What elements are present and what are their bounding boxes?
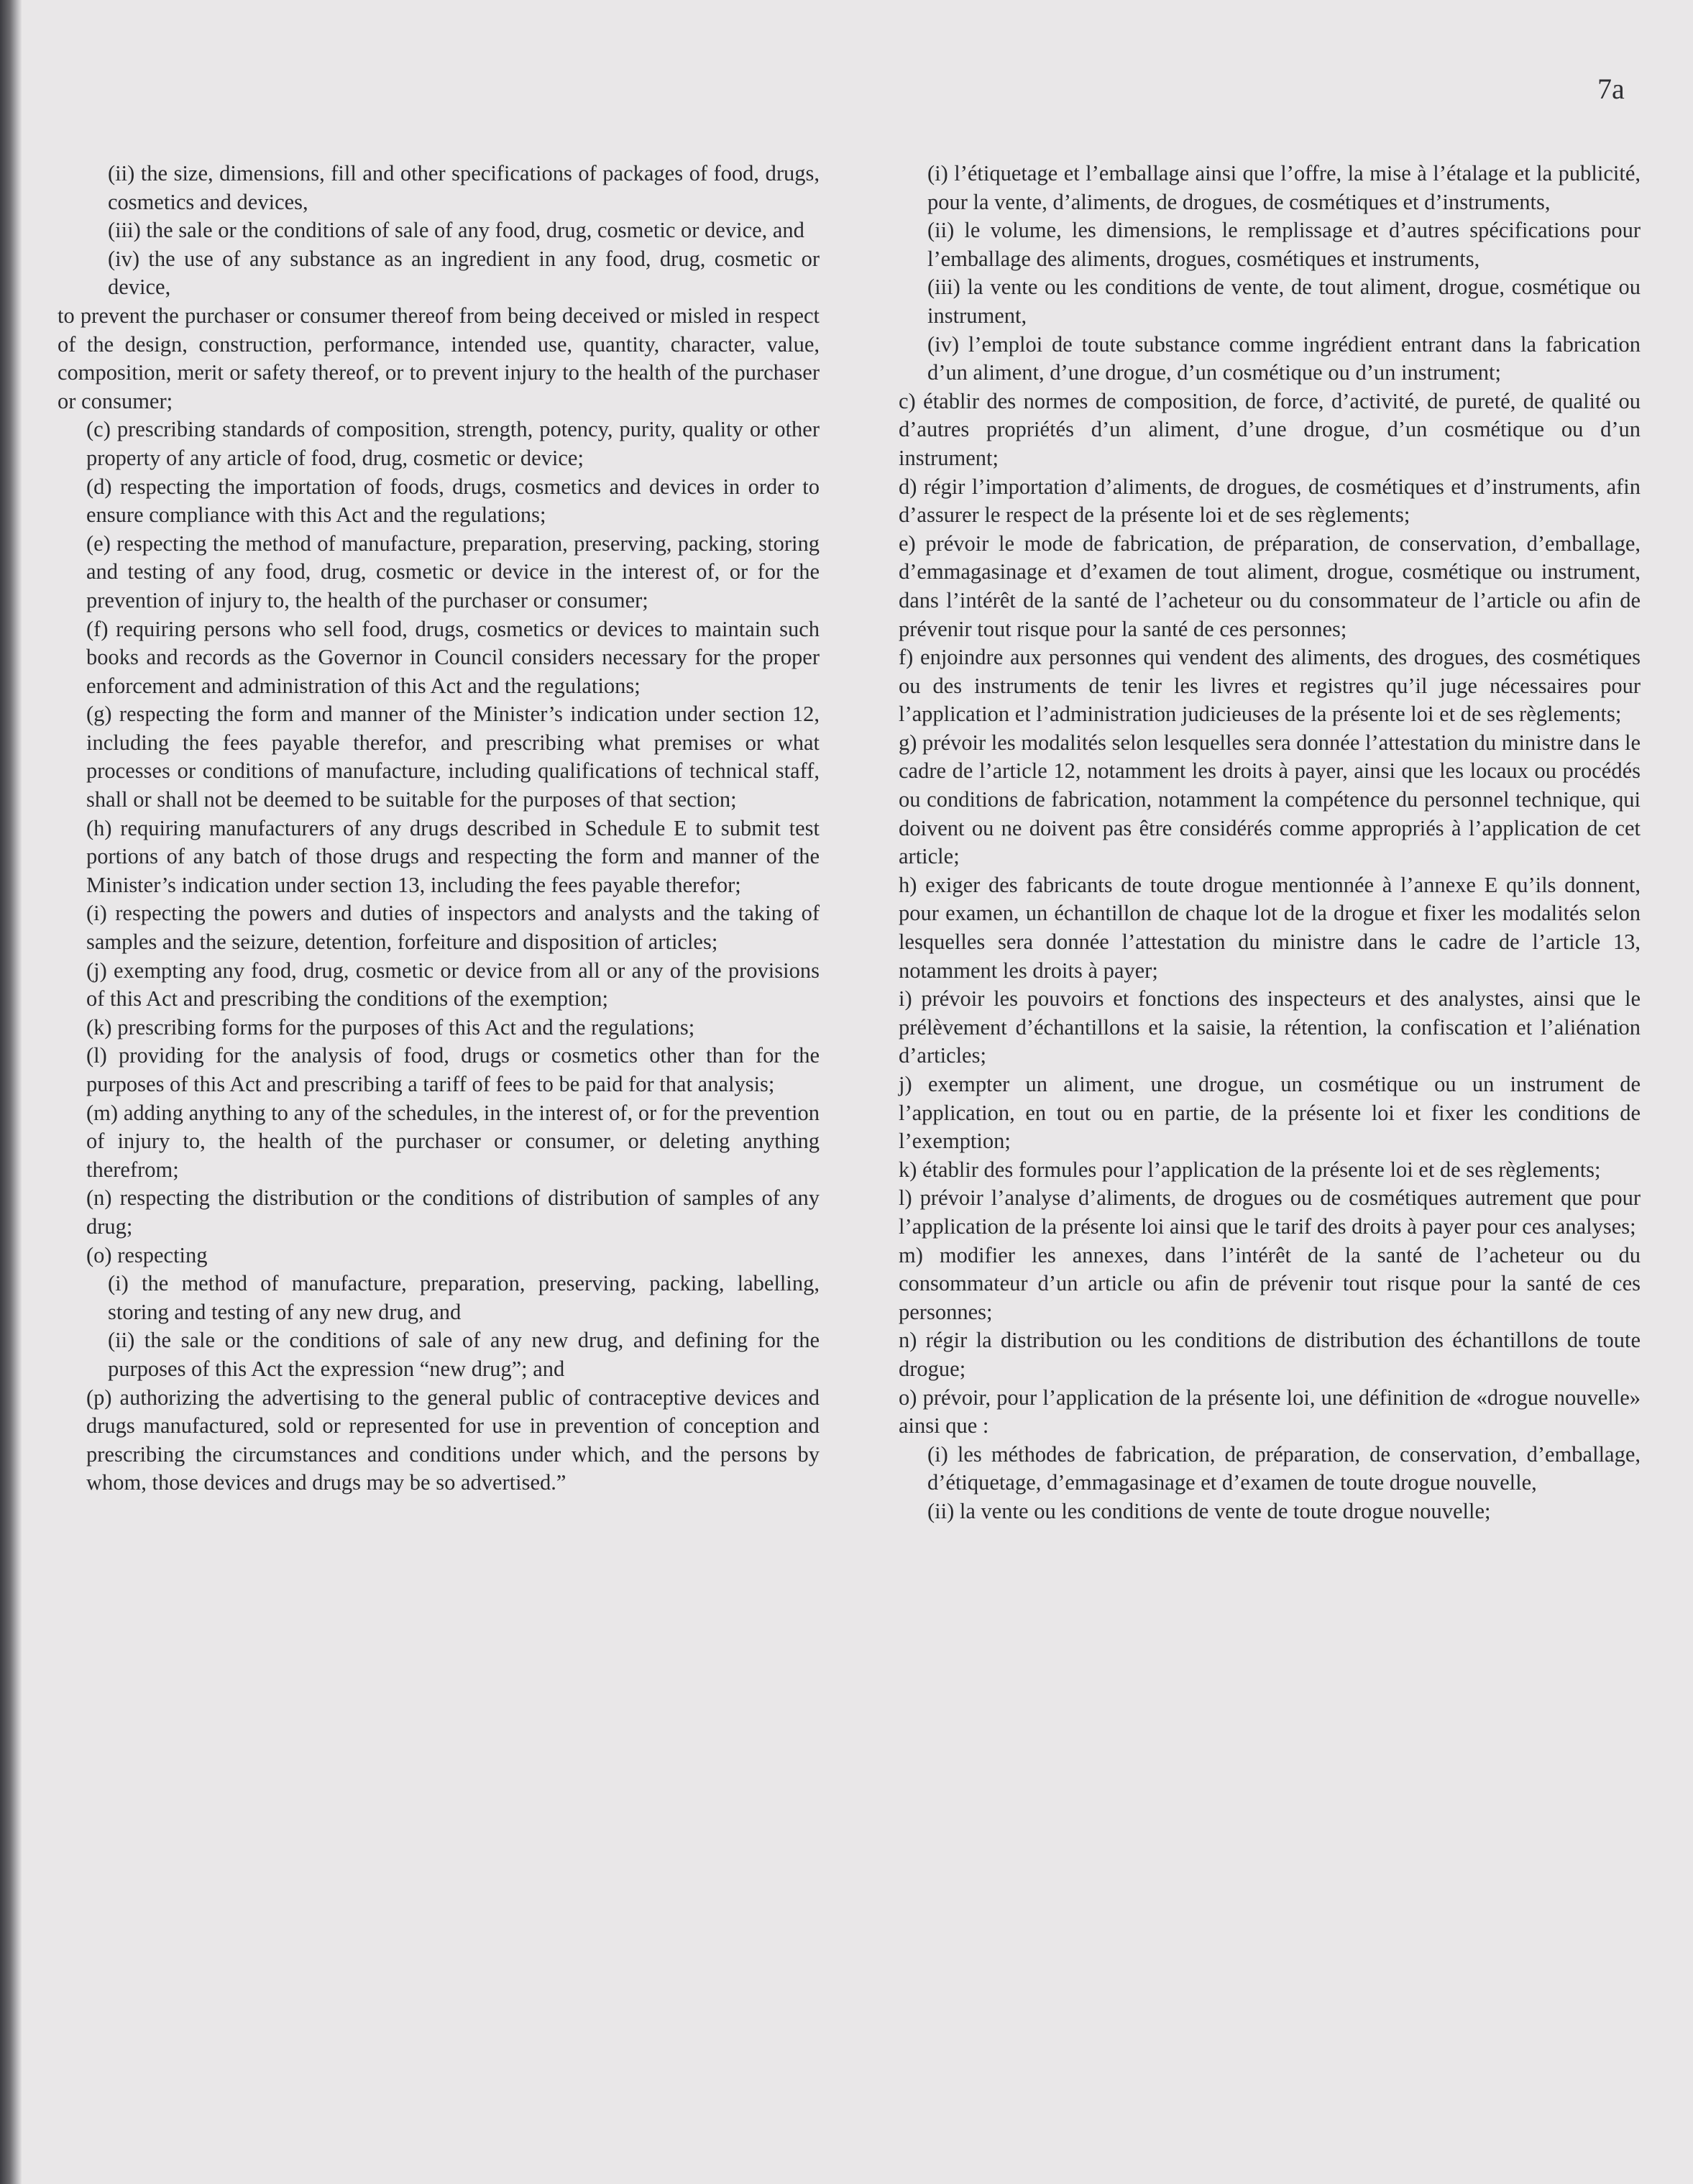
- english-paragraph: (iii) the sale or the conditions of sale of any food, drug, cosmetic or device, and: [108, 218, 804, 243]
- french-paragraph: d) régir l’importation d’aliments, de drogues, de cosmétiques et d’instruments, afin d’assurer le respect de la présente loi et de ses règlements;: [899, 474, 1641, 528]
- french-paragraph: m) modifier les annexes, dans l’intérêt de la santé de l’acheteur ou du consommateur d’un article ou afin de prévenir tout risque pour la santé de ces personnes;: [899, 1242, 1641, 1324]
- french-paragraph: l) prévoir l’analyse d’aliments, de drogues ou de cosmétiques autrement que pour l’application de la présente loi ainsi que le tarif des droits à payer pour ces analyses;: [899, 1185, 1641, 1239]
- french-paragraph: o) prévoir, pour l’application de la présente loi, une définition de «drogue nouvelle» ainsi que :: [899, 1385, 1641, 1439]
- english-paragraph: (i) the method of manufacture, preparation, preserving, packing, labelling, storing and testing of any new drug, and: [108, 1271, 820, 1324]
- french-paragraph: (iii) la vente ou les conditions de vente, de tout aliment, drogue, cosmétique ou instrument,: [927, 275, 1641, 328]
- english-paragraph: (p) authorizing the advertising to the general public of contraceptive devices and drugs manufactured, sold or represented for use in prevention of conception and prescribing the circumstances and conditions under which, and the persons by whom, those devices and drugs may be so advertised.”: [86, 1385, 820, 1495]
- english-paragraph: (o) respecting: [86, 1242, 208, 1267]
- french-paragraph: (ii) la vente ou les conditions de vente de toute drogue nouvelle;: [927, 1498, 1491, 1523]
- english-paragraph: (k) prescribing forms for the purposes of this Act and the regulations;: [86, 1014, 695, 1040]
- french-paragraph: f) enjoindre aux personnes qui vendent des aliments, des drogues, des cosmétiques ou des instruments de tenir les livres et registres qu’il juge nécessaires pour l’application et l’administration judicieuses de la présente loi et de ses règlements;: [899, 645, 1641, 727]
- english-paragraph: (j) exempting any food, drug, cosmetic or device from all or any of the provisions of this Act and prescribing the conditions of the exemption;: [86, 958, 820, 1011]
- french-paragraph: i) prévoir les pouvoirs et fonctions des inspecteurs et des analystes, ainsi que le prélèvement d’échantillons et la saisie, la rétention, la confiscation et l’aliénation d’articles;: [899, 986, 1641, 1068]
- english-paragraph: (c) prescribing standards of composition, strength, potency, purity, quality or other property of any article of food, drug, cosmetic or device;: [86, 417, 820, 470]
- french-paragraph: j) exempter un aliment, une drogue, un cosmétique ou un instrument de l’application, en tout ou en partie, de la présente loi et fixer les conditions de l’exemption;: [899, 1072, 1641, 1154]
- english-text-column: [58, 160, 820, 1497]
- english-paragraph: (l) providing for the analysis of food, drugs or cosmetics other than for the purposes of this Act and prescribing a tariff of fees to be paid for that analysis;: [86, 1043, 820, 1096]
- book-binding-shadow: [0, 0, 22, 2184]
- page-number: 7a: [1597, 73, 1625, 105]
- english-paragraph: (d) respecting the importation of foods, drugs, cosmetics and devices in order to ensure compliance with this Act and the regulations;: [86, 474, 820, 528]
- french-paragraph: k) établir des formules pour l’application de la présente loi et de ses règlements;: [899, 1157, 1601, 1182]
- english-paragraph: (i) respecting the powers and duties of inspectors and analysts and the taking of samples and the seizure, detention, forfeiture and disposition of articles;: [86, 901, 820, 955]
- english-paragraph: (h) requiring manufacturers of any drugs described in Schedule E to submit test portions of any batch of those drugs and respecting the form and manner of the Minister’s indication under section 13, including the fees payable therefor;: [86, 815, 820, 897]
- french-paragraph: e) prévoir le mode de fabrication, de préparation, de conservation, d’emballage, d’emmagasinage et d’examen de tout aliment, drogue, cosmétique ou instrument, dans l’intérêt de la santé de l’acheteur ou du consommateur de l’article ou afin de prévenir tout risque pour la santé de ces personnes;: [899, 531, 1641, 641]
- french-paragraph: g) prévoir les modalités selon lesquelles sera donnée l’attestation du ministre dans le cadre de l’article 12, notamment les droits à payer, ainsi que les locaux ou procédés ou conditions de fabrication, notamment la compétence du personnel technique, qui doivent ou ne doivent pas être considérés comme appropriés à l’application de cet article;: [899, 730, 1641, 869]
- french-text-column: [899, 160, 1641, 1526]
- french-paragraph: h) exiger des fabricants de toute drogue mentionnée à l’annexe E qu’ils donnent, pour examen, un échantillon de chaque lot de la drogue et fixer les modalités selon lesquelles sera donnée l’attestation du ministre dans le cadre de l’article 13, notamment les droits à payer;: [899, 872, 1641, 983]
- english-paragraph: (f) requiring persons who sell food, drugs, cosmetics or devices to maintain such books and records as the Governor in Council considers necessary for the proper enforcement and administration of this Act and the regulations;: [86, 616, 820, 698]
- english-paragraph: (n) respecting the distribution or the conditions of distribution of samples of any drug;: [86, 1185, 820, 1239]
- english-paragraph: (ii) the sale or the conditions of sale of any new drug, and defining for the purposes of this Act the expression “new drug”; and: [108, 1328, 820, 1381]
- english-paragraph: (m) adding anything to any of the schedules, in the interest of, or for the prevention of injury to, the health of the purchaser or consumer, or deleting anything therefrom;: [86, 1100, 820, 1182]
- english-paragraph: (e) respecting the method of manufacture, preparation, preserving, packing, storing and testing of any food, drug, cosmetic or device in the interest of, or for the prevention of injury to, the health of the purchaser or consumer;: [86, 531, 820, 612]
- english-paragraph: (ii) the size, dimensions, fill and other specifications of packages of food, drugs, cosmetics and devices,: [108, 161, 820, 214]
- english-paragraph: (g) respecting the form and manner of the Minister’s indication under section 12, including the fees payable therefor, and prescribing what premises or what processes or conditions of manufacture, including qualifications of technical staff, shall or shall not be deemed to be suitable for the purposes of that section;: [86, 702, 820, 812]
- french-paragraph: (i) l’étiquetage et l’emballage ainsi que l’offre, la mise à l’étalage et la publicité, pour la vente, d’aliments, de drogues, de cosmétiques et d’instruments,: [927, 161, 1641, 214]
- english-paragraph: to prevent the purchaser or consumer thereof from being deceived or misled in respect of the design, construction, performance, intended use, quantity, character, value, composition, merit or safety thereof, or to prevent injury to the health of the purchaser or consumer;: [58, 303, 820, 413]
- french-paragraph: c) établir des normes de composition, de force, d’activité, de pureté, de qualité ou d’autres propriétés d’un aliment, d’une drogue, d’un cosmétique ou d’un instrument;: [899, 388, 1641, 470]
- french-paragraph: (ii) le volume, les dimensions, le remplissage et d’autres spécifications pour l’emballage des aliments, drogues, cosmétiques et instruments,: [927, 218, 1641, 271]
- french-paragraph: n) régir la distribution ou les conditions de distribution des échantillons de toute drogue;: [899, 1328, 1641, 1381]
- french-paragraph: (iv) l’emploi de toute substance comme ingrédient entrant dans la fabrication d’un aliment, d’une drogue, d’un cosmétique ou d’un instrument;: [927, 331, 1641, 385]
- english-paragraph: (iv) the use of any substance as an ingredient in any food, drug, cosmetic or device,: [108, 246, 820, 300]
- french-paragraph: (i) les méthodes de fabrication, de préparation, de conservation, d’emballage, d’étiquetage, d’emmagasinage et d’examen de toute drogue nouvelle,: [927, 1441, 1641, 1495]
